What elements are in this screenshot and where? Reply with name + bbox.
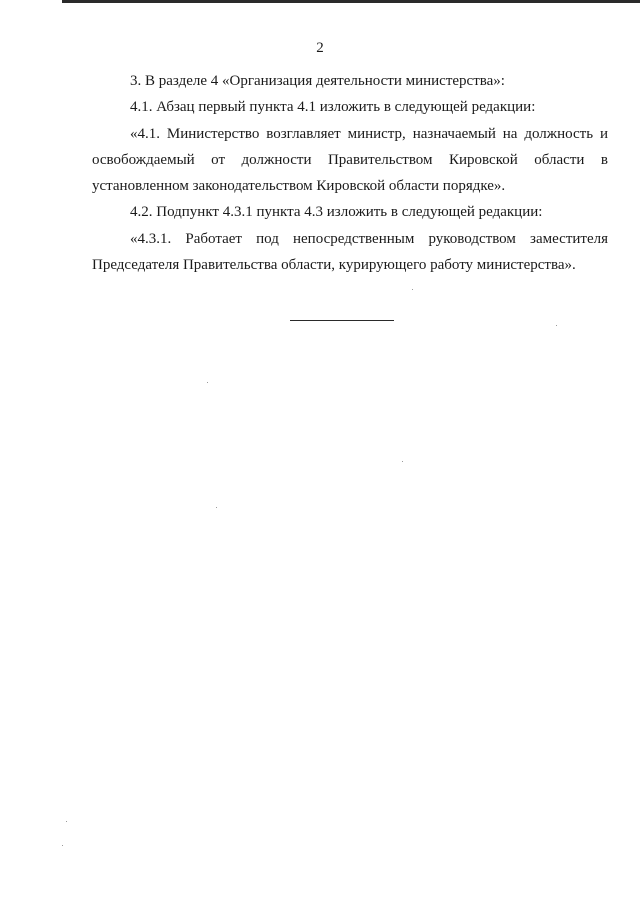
scan-speck — [62, 845, 63, 846]
scan-speck — [216, 507, 217, 508]
document-body — [92, 68, 608, 278]
paragraph-4-1-quote: «4.1. Министерство возглавляет министр, назначаемый на должность и освобождаемый от должности Правительством Кировской области в установленном законодательством Кировской области порядке». — [92, 125, 608, 195]
end-separator-line — [290, 320, 394, 321]
page-number: 2 — [316, 40, 324, 56]
scan-speck — [402, 461, 403, 462]
paragraph-4-3-1-quote: «4.3.1. Работает под непосредственным руководством заместителя Председателя Правительства области, курирующего работу министерства». — [92, 230, 608, 274]
scan-top-edge — [62, 0, 640, 3]
scan-speck — [412, 289, 413, 290]
paragraph-4-1-intro: 4.1. Абзац первый пункта 4.1 изложить в следующей редакции: — [130, 99, 536, 116]
scan-speck — [556, 325, 557, 326]
paragraph-4-2-intro: 4.2. Подпункт 4.3.1 пункта 4.3 изложить в следующей редакции: — [130, 204, 543, 221]
scan-speck — [207, 382, 208, 383]
scan-speck — [66, 821, 67, 822]
paragraph-section-3: 3. В разделе 4 «Организация деятельности министерства»: — [130, 73, 505, 89]
